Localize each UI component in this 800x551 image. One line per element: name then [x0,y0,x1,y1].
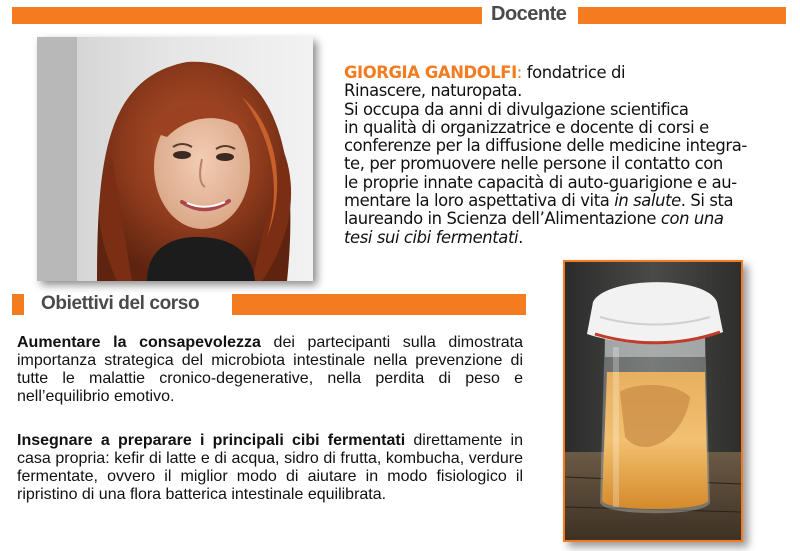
bio-line: Rinascere, naturopata. [344,81,522,101]
bio-text: . Si sta [680,191,734,211]
bio-line: Si occupa da anni di divulgazione scientifica [344,99,689,119]
bio-line: te, per promuovere nelle persone il contatto con [344,154,723,174]
kombucha-jar-photo [563,260,743,542]
teacher-bio [344,64,794,247]
bio-text: laureando in Scienza dell’Alimentazione [344,209,661,229]
bio-italic: in salute [614,191,681,211]
teacher-name: GIORGIA GANDOLFI [344,63,517,82]
objective-paragraph-2 [17,432,523,504]
objectives-bar [232,294,526,315]
bio-text: . [518,227,523,247]
objectives-marker [12,294,24,315]
name-colon: : [516,63,522,82]
bio-line [344,192,794,210]
bio-line: le proprie innate capacità di auto-guarigione e au- [344,172,737,192]
bio-line: in qualità di organizzatrice e docente di corsi e [344,117,709,137]
bio-italic: tesi sui cibi fermentati [344,227,519,247]
header-bar-left [12,7,482,24]
section-heading-docente: Docente [491,3,567,25]
bio-line: conferenze per la diffusione delle medicine integra- [344,136,747,156]
objective-1-text: dei partecipanti sulla dimostrata importanza strategica del microbiota intestinale nella prevenzione di tutte le malattie cronico-degenerative, nella perdita di peso e nell’equilibrio emotivo. [17,334,524,406]
header-bar-right [578,7,786,24]
objective-1-bold: Aumentare la consapevolezza [17,334,261,351]
bio-line [344,210,794,228]
teacher-photo [37,37,313,281]
objective-2-text: direttamente in casa propria: kefir di latte e di acqua, sidro di frutta, kombucha, verdure fermentate, ovvero il miglior modo di aiutare in modo fisiologico il ripristino di una flora batterica intestinale equilibrata. [17,432,523,504]
bio-italic: con una [660,209,724,229]
objective-paragraph-1 [17,334,523,406]
bio-line [344,64,794,82]
bio-text: fondatrice di [521,63,626,82]
bio-text: mentare la loro aspettativa di vita [344,191,615,211]
objective-2-bold: Insegnare a preparare i principali cibi fermentati [17,432,406,449]
objectives-heading: Obiettivi del corso [41,293,200,314]
bio-line [344,229,794,247]
